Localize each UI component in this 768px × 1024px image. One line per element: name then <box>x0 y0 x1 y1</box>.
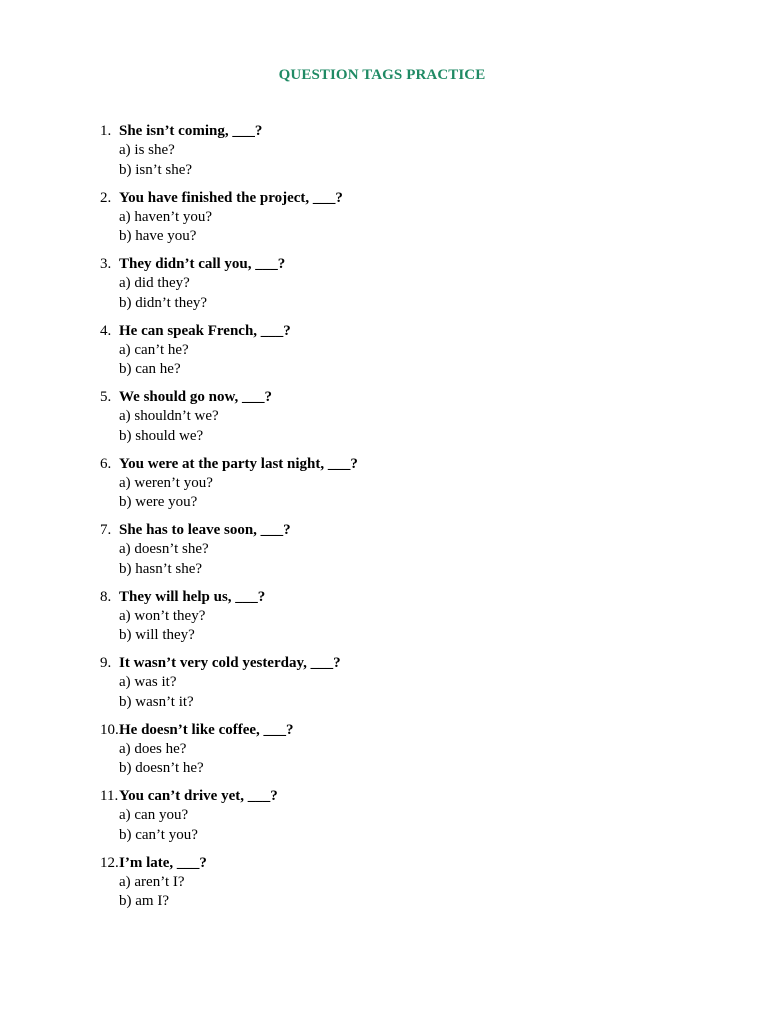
option-a: a) is she? <box>119 142 175 159</box>
question-number: 6. <box>100 455 112 472</box>
question-item <box>100 189 700 256</box>
option-b: b) should we? <box>119 427 204 444</box>
question-text: He can speak French, ___? <box>119 322 291 339</box>
question-text: He doesn’t like coffee, ___? <box>119 721 294 738</box>
option-b: b) wasn’t it? <box>119 693 194 710</box>
option-a: a) did they? <box>119 275 190 292</box>
document-title: QUESTION TAGS PRACTICE <box>278 67 486 83</box>
question-number: 10. <box>100 721 119 738</box>
question-item <box>100 455 700 522</box>
option-b: b) doesn’t he? <box>119 760 204 777</box>
option-b: b) can’t you? <box>119 826 198 843</box>
option-a: a) aren’t I? <box>119 873 185 890</box>
question-text: You can’t drive yet, ___? <box>119 788 278 804</box>
question-number: 8. <box>100 588 112 605</box>
question-text: They will help us, ___? <box>119 588 266 605</box>
question-number: 7. <box>100 522 112 538</box>
option-b: b) am I? <box>119 893 169 910</box>
question-item <box>100 255 700 322</box>
option-a: a) weren’t you? <box>119 474 213 491</box>
option-a: a) doesn’t she? <box>119 541 209 558</box>
option-a: a) can you? <box>119 807 189 824</box>
question-text: It wasn’t very cold yesterday, ___? <box>119 655 341 671</box>
question-text: They didn’t call you, ___? <box>119 256 286 272</box>
question-number: 1. <box>100 123 112 139</box>
question-text: You were at the party last night, ___? <box>119 455 358 472</box>
question-text: She isn’t coming, ___? <box>119 123 263 139</box>
question-number: 12. <box>100 854 119 871</box>
question-text: She has to leave soon, ___? <box>119 522 291 538</box>
question-number: 11. <box>100 788 119 804</box>
option-b: b) will they? <box>119 627 195 644</box>
option-b: b) can he? <box>119 361 181 378</box>
question-text: I’m late, ___? <box>119 854 207 871</box>
question-item <box>100 521 700 588</box>
question-number: 2. <box>100 189 112 206</box>
option-b: b) hasn’t she? <box>119 560 203 577</box>
question-number: 3. <box>100 256 112 272</box>
question-item <box>100 721 700 788</box>
question-item <box>100 588 700 655</box>
question-item <box>100 322 700 389</box>
option-a: a) shouldn’t we? <box>119 408 219 425</box>
option-a: a) was it? <box>119 674 177 691</box>
option-b: b) were you? <box>119 494 198 511</box>
option-b: b) didn’t they? <box>119 294 208 311</box>
question-number: 9. <box>100 655 112 671</box>
option-b: b) have you? <box>119 228 197 245</box>
question-item <box>100 787 700 854</box>
option-a: a) haven’t you? <box>119 208 213 225</box>
question-number: 4. <box>100 322 112 339</box>
question-text: You have finished the project, ___? <box>119 189 343 206</box>
question-item <box>100 854 700 921</box>
question-item <box>100 654 700 721</box>
question-number: 5. <box>100 389 112 405</box>
question-text: We should go now, ___? <box>119 389 272 405</box>
option-a: a) does he? <box>119 740 187 757</box>
question-item <box>100 388 700 455</box>
question-item <box>100 122 700 189</box>
option-a: a) can’t he? <box>119 341 189 358</box>
question-list <box>100 122 700 920</box>
option-a: a) won’t they? <box>119 607 206 624</box>
option-b: b) isn’t she? <box>119 161 193 178</box>
